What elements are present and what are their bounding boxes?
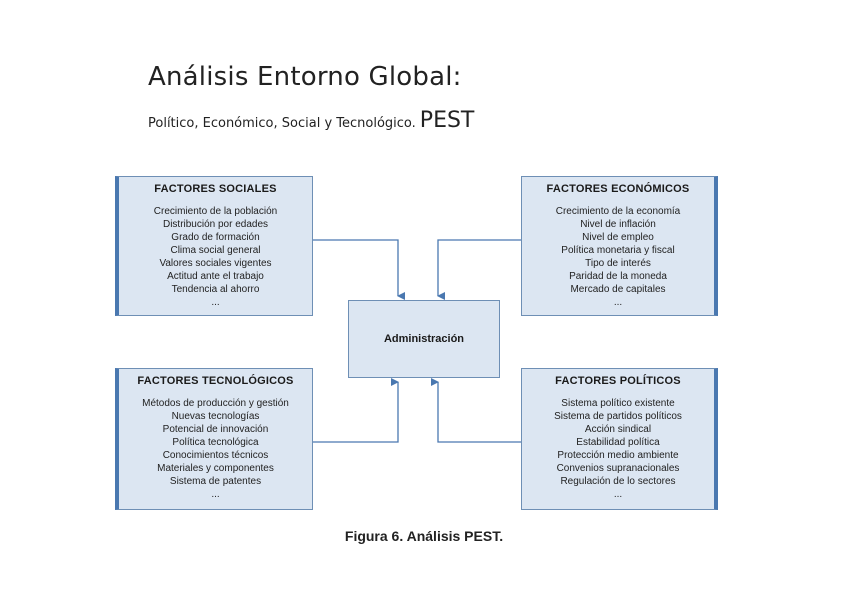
factor-item: Política tecnológica — [172, 437, 259, 448]
subtitle-text: Político, Económico, Social y Tecnológico. — [148, 116, 416, 131]
factor-item: Valores sociales vigentes — [159, 258, 272, 269]
page-title: Análisis Entorno Global: — [148, 62, 462, 92]
factor-list — [522, 205, 714, 309]
factor-item: Mercado de capitales — [570, 284, 666, 295]
factor-item: Protección medio ambiente — [557, 450, 679, 461]
admin-label: Administración — [383, 333, 465, 345]
factor-item: Nivel de empleo — [582, 232, 654, 243]
factor-item: ... — [613, 489, 623, 500]
factor-list — [119, 205, 312, 309]
factor-item: Materiales y componentes — [157, 463, 274, 474]
factor-item: Crecimiento de la población — [153, 206, 278, 217]
factor-item: Nivel de inflación — [580, 219, 656, 230]
factor-item: Métodos de producción y gestión — [142, 398, 289, 409]
box-factores-tecnologicos — [115, 368, 313, 510]
factor-item: Tipo de interés — [585, 258, 651, 269]
box-title: FACTORES TECNOLÓGICOS — [137, 375, 294, 387]
factor-item: Actitud ante el trabajo — [167, 271, 264, 282]
factor-item: Crecimiento de la economía — [555, 206, 681, 217]
factor-item: Distribución por edades — [162, 219, 269, 230]
box-title: FACTORES SOCIALES — [154, 183, 277, 195]
factor-item: Tendencia al ahorro — [171, 284, 260, 295]
figure-caption: Figura 6. Análisis PEST. — [344, 528, 504, 544]
factor-item: Convenios supranacionales — [556, 463, 680, 474]
factor-list — [522, 397, 714, 501]
factor-item: ... — [211, 489, 220, 500]
factor-item: Grado de formación — [171, 232, 260, 243]
box-factores-economicos — [521, 176, 718, 316]
factor-item: Acción sindical — [584, 424, 652, 435]
box-title: FACTORES POLÍTICOS — [555, 375, 681, 387]
box-title: FACTORES ECONÓMICOS — [546, 183, 690, 195]
factor-item: Estabilidad política — [576, 437, 660, 448]
box-factores-sociales — [115, 176, 313, 316]
arrow-sociales-to-admin — [313, 240, 398, 296]
arrow-economicos-to-admin — [438, 240, 521, 296]
arrow-tecnologicos-to-admin — [313, 382, 398, 442]
factor-item: Nuevas tecnologías — [171, 411, 260, 422]
factor-item: ... — [613, 297, 623, 308]
factor-item: Paridad de la moneda — [569, 271, 667, 282]
factor-item: Sistema de partidos políticos — [554, 411, 682, 422]
box-factores-politicos — [521, 368, 718, 510]
factor-item: ... — [211, 297, 220, 308]
box-administracion — [348, 300, 500, 378]
factor-item: Política monetaria y fiscal — [561, 245, 675, 256]
factor-item: Sistema político existente — [561, 398, 675, 409]
arrow-politicos-to-admin — [438, 382, 521, 442]
factor-item: Potencial de innovación — [162, 424, 269, 435]
factor-item: Sistema de patentes — [169, 476, 262, 487]
subtitle-tag: PEST — [419, 108, 475, 133]
factor-list — [119, 397, 312, 501]
factor-item: Regulación de lo sectores — [560, 476, 676, 487]
factor-item: Conocimientos técnicos — [162, 450, 269, 461]
factor-item: Clima social general — [170, 245, 261, 256]
